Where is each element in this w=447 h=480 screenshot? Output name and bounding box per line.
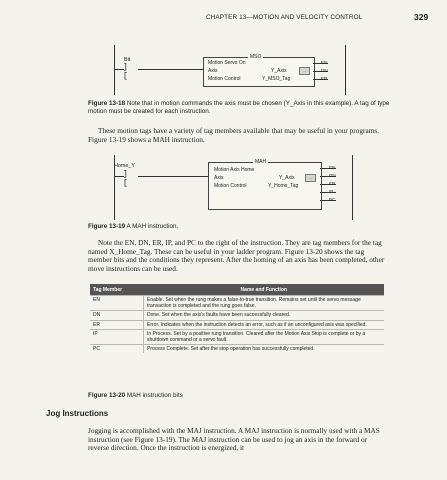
output-dn: DN: [329, 173, 336, 178]
output-er: ER: [321, 76, 328, 81]
contact-tag-label: Bit: [124, 57, 131, 63]
table-row: [90, 311, 384, 320]
column-header-member: Tag Member: [90, 284, 144, 296]
caption-text: Note that in motion commands the axis must be chosen (Y_Axis in this example). A tag of type motion must be created for each instruction.: [88, 100, 390, 116]
table-row: [90, 345, 384, 354]
running-head: CHAPTER 13—MOTION AND VELOCITY CONTROL: [206, 14, 363, 21]
caption-label: Figure 13-18: [88, 100, 126, 107]
section-heading: Jog Instructions: [46, 409, 109, 418]
rung-wire: [138, 176, 208, 177]
output-dn: DN: [321, 68, 328, 73]
right-power-rail: [352, 155, 353, 220]
block-line-axis: Axis: [214, 175, 224, 181]
figure-13-19-caption: [88, 223, 408, 231]
output-ip: IP: [329, 189, 334, 194]
description-cell: In Process. Set by a positive rung transition. Cleared after the Motion Axis Stop is complete or by a shutdown command or a servo fault.: [144, 329, 385, 344]
member-cell: IP: [90, 329, 144, 344]
block-line-name: Motion Servo On: [208, 60, 246, 66]
caption-text: MAH instruction bits: [126, 392, 183, 399]
paragraph-1: These motion tags have a variety of tag members available that may be useful in your programs. Figure 13-19 shows a MAH instruction.: [88, 126, 380, 144]
table-row: [90, 296, 384, 311]
caption-label: Figure 13-20: [88, 392, 126, 399]
caption-label: Figure 13-19: [88, 223, 126, 230]
block-line-control: Motion Control: [214, 183, 247, 189]
output-er: ER: [329, 181, 336, 186]
page-number: 329: [414, 12, 429, 22]
examine-on-contact: ] [: [123, 63, 129, 81]
block-line-control: Motion Control: [208, 76, 241, 82]
paragraph-3: Jogging is accomplished with the MAJ instruction. A MAJ instruction is normally used with a MAS instruction (see Figure 13-19). The MAJ instruction can be used to jog an axis in the forward or reverse direction. Once the instruction is energized, it: [88, 426, 380, 453]
control-value: Y_MSO_Tag: [262, 76, 291, 82]
figure-13-20-caption: [88, 392, 408, 400]
contact-tag-label: Home_Y: [114, 163, 135, 169]
rung-wire: [138, 69, 203, 70]
output-wire: [320, 192, 336, 193]
right-power-rail: [345, 45, 346, 95]
block-line-axis: Axis: [208, 68, 218, 74]
member-cell: ER: [90, 320, 144, 329]
block-title: MAH: [255, 159, 267, 165]
description-cell: Process Complete. Set after the stop operation has successfully completed.: [144, 345, 385, 354]
column-header-function: Name and Function: [144, 284, 385, 296]
description-cell: Error. Indicates when the instruction detects an error, such as if an unconfigured axis was specified.: [144, 320, 385, 329]
caption-text: A MAH instruction.: [126, 223, 179, 230]
table-header-row: [90, 284, 384, 296]
table-row: [90, 329, 384, 344]
member-cell: PC: [90, 345, 144, 354]
axis-browse-button[interactable]: ...: [299, 67, 310, 75]
control-value: Y_Home_Tag: [268, 183, 299, 189]
axis-value: Y_Axis: [271, 68, 287, 74]
output-en: EN: [329, 165, 336, 170]
axis-browse-button[interactable]: ...: [305, 174, 316, 182]
examine-on-contact: ] [: [123, 170, 129, 188]
tag-member-table: [90, 284, 384, 353]
description-cell: Enable. Set when the rung makes a false-to-true transition. Remains set until the servo message transaction is completed and the rung goes false.: [144, 296, 385, 311]
table-row: [90, 320, 384, 329]
block-line-name: Motion Axis Home: [214, 167, 255, 173]
paragraph-2: Note the EN, DN, ER, IP, and PC to the right of the instruction. They are tag members for the tag named X_Home_Tag. These can be useful in your ladder program. Figure 13-20 shows the tag member bits and the conditions they represent. After the homing of an axis has been completed, other move instructions can be used.: [88, 238, 385, 274]
member-cell: DN: [90, 311, 144, 320]
description-cell: Done. Set when the axis's faults have been successfully cleared.: [144, 311, 385, 320]
member-cell: EN: [90, 296, 144, 311]
axis-value: Y_Axis: [279, 175, 295, 181]
left-power-rail: [114, 45, 115, 95]
figure-13-18-caption: [88, 100, 408, 116]
output-en: EN: [321, 60, 328, 65]
block-title: MSO: [250, 54, 262, 60]
output-pc: PC: [329, 197, 336, 202]
